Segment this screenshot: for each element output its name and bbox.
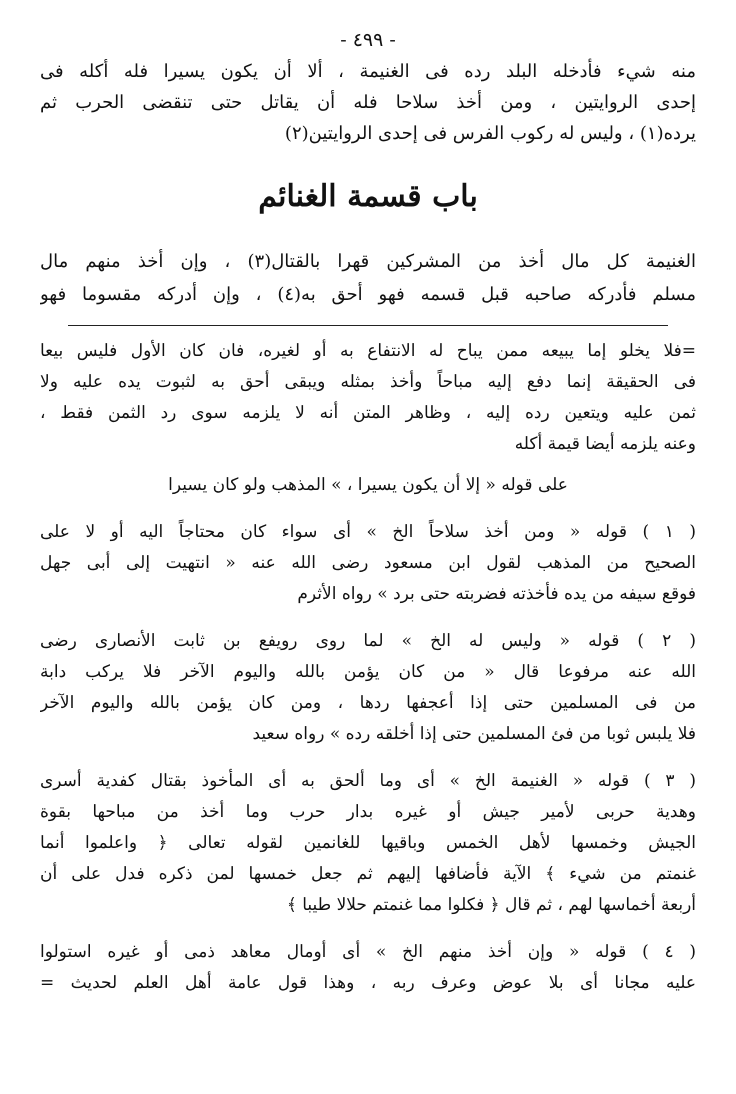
footnote-continuation [40,336,696,460]
footnote-line: وهدية حربى لأمير جيش أو غيره بدار حرب وما أخذ من مباحها بقوة [40,802,696,822]
footnote-line: ( ٤ ) قوله « وإن أخذ منهم الخ » أى أومال معاهد ذمى أو غيره استولوا [40,942,696,962]
footnote-line: فوقع سيفه من يده فأخذته فضربته حتى برد » رواه الأثرم [297,584,696,604]
main-text-top [40,56,696,149]
footnote-line: الله عنه مرفوعا قال « من كان يؤمن بالله واليوم الآخر فلا يركب دابة [40,662,696,682]
footnote-line: الصحيح من المذهب لقول ابن مسعود رضى الله عنه « انتهيت إلى أبى جهل [40,553,696,573]
footnote-line: ( ٢ ) قوله « وليس له الخ » لما روى رويفع بن ثابت الأنصارى رضى [40,631,696,651]
text-line: يرده(١) ، وليس له ركوب الفرس فى إحدى الروايتين(٢) [284,123,696,144]
footnote-line: فلا يلبس ثوبا من فئ المسلمين حتى إذا أخلقه رده » رواه سعيد [252,724,696,744]
page-number: - ٤٩٩ - [340,29,396,51]
footnote-line: عليه مجانا أى بلا عوض وعرف ربه ، وهذا قول عامة أهل العلم لحديث = [40,973,696,993]
footnote-line: ( ٣ ) قوله « الغنيمة الخ » أى وما ألحق به أى المأخوذ بقتال كفدية أسرى [40,771,696,791]
footnote-1 [40,517,696,610]
footnote-line: ( ١ ) قوله « ومن أخذ سلاحاً الخ » أى سواء كان محتاجاً اليه أو لا على [40,522,696,542]
footnote-divider [68,325,668,326]
footnote-line: على قوله « إلا أن يكون يسيرا ، » المذهب ولو كان يسيرا [168,475,568,495]
footnote-line: غنمتم من شيء ﴾ الآية فأضافها إليهم ثم جعل خمسها لمن ذكره فدل على أن [40,864,696,884]
chapter-title: باب قسمة الغنائم [258,179,478,214]
footnote-3 [40,766,696,921]
footnote-line: من فى المسلمين حتى إذا أعجفها ردها ، ومن كان يؤمن بالله واليوم الآخر [40,693,696,713]
footnote-line: فى الحقيقة إنما دفع إليه مباحاً وأخذ بمثله ويبقى أحق به لثبوت يده عليه ولا [40,372,696,392]
footnote-2 [40,626,696,750]
footnote-line: وعنه يلزمه أيضا قيمة أكله [514,434,696,454]
footnote-line: الجيش وخمسها لأهل الخمس وباقيها للغانمين لقوله تعالى ﴿ واعلموا أنما [40,833,696,853]
footnote-line: أربعة أخماسها لهم ، ثم قال ﴿ فكلوا مما غنمتم حلالا طيبا ﴾ [286,895,696,915]
footnote-4 [40,937,696,999]
text-line: مسلم فأدركه صاحبه قبل قسمه فهو أحق به(٤) ، وإن أدركه مقسوما فهو [40,284,696,305]
main-text-intro [40,245,696,311]
footnote-line: =فلا يخلو إما يبيعه ممن يباح له الانتفاع به أو لغيره، فان كان الأول فليس بيعا [40,341,696,361]
footnotes [40,336,696,999]
footnote-continuation-centered [40,470,696,501]
text-line: إحدى الروايتين ، ومن أخذ سلاحا فله أن يقاتل حتى تنقضى الحرب ثم [40,92,696,113]
text-line: منه شيء فأدخله البلد رده فى الغنيمة ، ألا أن يكون يسيرا فله أكله فى [40,61,696,82]
footnote-line: ثمن عليه ويتعين رده إليه ، وظاهر المتن أنه لا يلزمه سوى رد الثمن فقط ، [40,403,696,423]
text-line: الغنيمة كل مال أخذ من المشركين قهرا بالقتال(٣) ، وإن أخذ منهم مال [40,251,696,272]
